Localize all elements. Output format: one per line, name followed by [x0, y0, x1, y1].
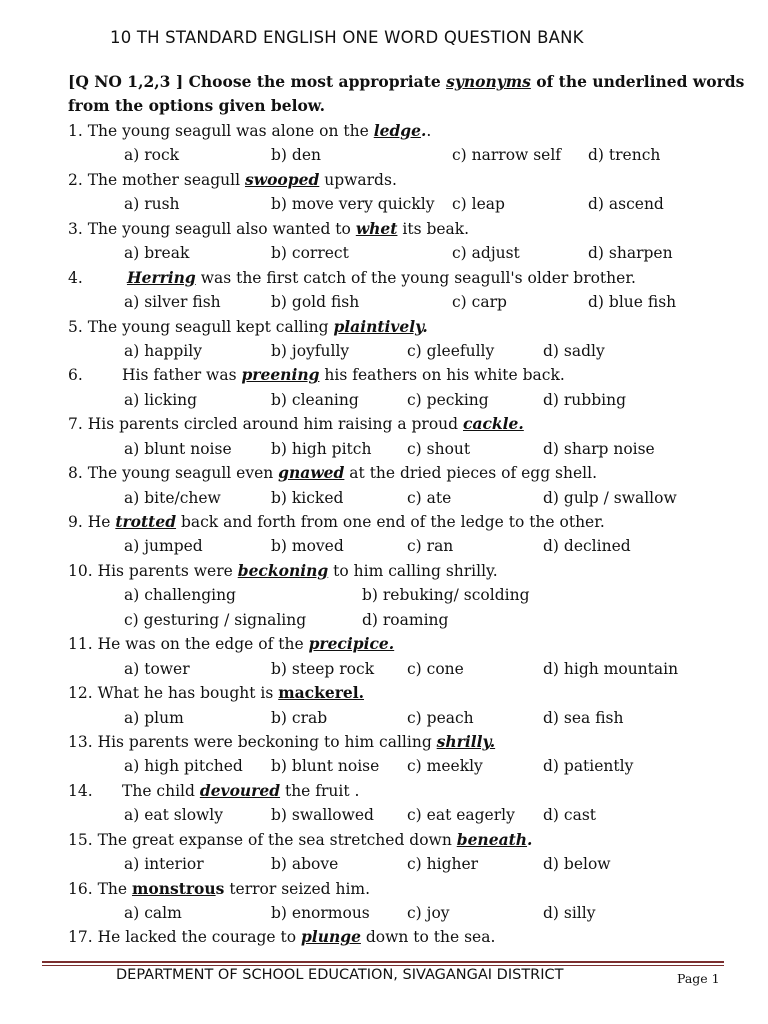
page-title: 10 TH STANDARD ENGLISH ONE WORD QUESTION BANK [110, 28, 584, 47]
answer-option: c) pecking [407, 390, 489, 409]
question-item [68, 828, 748, 852]
question-text: What he has bought is [97, 684, 279, 703]
options-row [68, 241, 748, 265]
options-row [68, 388, 748, 412]
answer-option: b) kicked [271, 488, 344, 507]
page-number: Page 1 [677, 971, 720, 986]
answer-option: d) roaming [362, 610, 449, 629]
answer-option: a) plum [124, 708, 184, 727]
answer-option: b) above [271, 855, 339, 874]
answer-option: c) cone [407, 659, 464, 678]
answer-option: c) peach [407, 708, 474, 727]
options-row [68, 192, 748, 216]
question-text-end: to him calling shrilly. [328, 561, 498, 580]
instruction-text: [Q NO 1,2,3 ] Choose the most appropriate synonyms of the underlined words from the options given below. [68, 72, 745, 115]
question-text: The young seagull kept calling [87, 317, 334, 336]
answer-option: d) cast [543, 806, 597, 825]
question-text: He [87, 513, 116, 531]
options-row [68, 583, 748, 607]
question-text: The child [122, 781, 200, 800]
question-text-end: upwards. [319, 170, 397, 189]
question-item [68, 877, 748, 901]
answer-option: c) joy [407, 904, 450, 922]
keyword-tail: s [215, 878, 225, 898]
question-item [68, 632, 748, 656]
question-number: 3. [68, 219, 88, 238]
answer-option: d) trench [588, 146, 661, 165]
question-item [68, 315, 748, 339]
question-item [68, 168, 748, 192]
answer-option: d) blue fish [588, 293, 677, 312]
question-item [68, 681, 748, 705]
question-text-end: . [426, 122, 432, 140]
question-item [68, 925, 748, 949]
answer-option: c) narrow self [452, 146, 562, 165]
question-text-end: the fruit . [280, 781, 360, 800]
question-text: The great expanse of the sea stretched down [97, 830, 457, 849]
answer-option: d) sea fish [543, 708, 624, 727]
answer-option: b) joyfully [271, 341, 350, 360]
underlined-word: monstrou [132, 878, 216, 898]
question-text-end: its beak. [397, 219, 470, 238]
question-number: 4. [68, 268, 83, 287]
question-text: His parents were beckoning to him calling [97, 732, 437, 751]
options-row [68, 608, 748, 632]
options-row [68, 657, 748, 681]
answer-option: d) patiently [543, 757, 634, 776]
question-item [68, 363, 748, 387]
question-text: The young seagull even [87, 464, 279, 483]
question-text: His parents circled around him raising a proud [87, 415, 463, 434]
options-row [68, 901, 748, 925]
question-text-end: his feathers on his white back. [319, 366, 565, 385]
answer-option: a) calm [124, 904, 182, 922]
answer-option: d) rubbing [543, 390, 626, 409]
question-item [68, 510, 748, 534]
underlined-word: gnawed [278, 463, 345, 483]
question-item [68, 559, 748, 583]
answer-option: a) interior [124, 855, 204, 874]
footer-rule [42, 961, 724, 963]
underlined-word: plunge [300, 927, 361, 947]
underlined-word: beckoning [237, 560, 329, 580]
question-number: 12. [68, 684, 98, 703]
answer-option: b) blunt noise [271, 757, 380, 776]
answer-option: b) crab [271, 708, 328, 727]
answer-option: c) leap [452, 195, 505, 214]
answer-option: b) enormous [271, 904, 370, 922]
answer-option: d) sharp noise [543, 439, 655, 458]
answer-option: c) meekly [407, 757, 483, 776]
answer-option: d) high mountain [543, 659, 679, 678]
question-list [68, 119, 748, 950]
question-number: 1. [68, 122, 88, 140]
question-text-end: terror seized him. [224, 879, 371, 898]
answer-option: a) high pitched [124, 757, 243, 776]
options-row [68, 803, 748, 827]
answer-option: b) high pitch [271, 439, 372, 458]
question-number: 6. [68, 366, 83, 385]
question-bank [68, 70, 748, 950]
options-row [68, 339, 748, 363]
answer-option: a) eat slowly [124, 806, 224, 825]
underlined-word: swooped [245, 169, 320, 189]
underlined-word: shrilly. [436, 731, 496, 751]
underlined-word: plaintively [333, 316, 423, 336]
question-text-end: back and forth from one end of the ledge to the other. [176, 513, 605, 531]
underlined-word: beneath [456, 829, 528, 849]
question-item [68, 461, 748, 485]
underlined-word: whet [355, 218, 398, 238]
question-item [68, 119, 748, 143]
answer-option: d) ascend [588, 195, 664, 214]
answer-option: d) silly [543, 904, 596, 922]
question-number: 7. [68, 415, 88, 434]
answer-option: b) steep rock [271, 659, 375, 678]
answer-option: c) eat eagerly [407, 806, 515, 825]
question-number: 14. [68, 781, 93, 800]
question-item [68, 266, 748, 290]
question-text: The young seagull was alone on the [87, 122, 374, 140]
keyword-tail: . [421, 121, 427, 140]
answer-option: a) challenging [124, 586, 236, 605]
underlined-word: Herring [126, 267, 196, 287]
options-row [68, 852, 748, 876]
answer-option: a) rock [124, 146, 180, 165]
question-text: The young seagull also wanted to [87, 219, 356, 238]
underlined-word: trotted [115, 512, 177, 531]
answer-option: a) tower [124, 659, 190, 678]
question-number: 10. [68, 561, 98, 580]
question-number: 8. [68, 464, 88, 483]
answer-option: b) moved [271, 537, 344, 556]
keyword-tail: . [527, 829, 533, 849]
question-number: 15. [68, 830, 98, 849]
answer-option: d) declined [543, 537, 631, 556]
options-row [68, 437, 748, 461]
question-item [68, 412, 748, 436]
answer-option: c) shout [407, 439, 471, 458]
options-row [68, 754, 748, 778]
answer-option: b) cleaning [271, 390, 359, 409]
options-row [68, 486, 748, 510]
options-row [68, 290, 748, 314]
answer-option: c) carp [452, 293, 507, 312]
question-number: 2. [68, 170, 88, 189]
answer-option: d) sharpen [588, 244, 673, 263]
options-row [68, 706, 748, 730]
underlined-word: precipice. [308, 634, 395, 654]
footer-department: DEPARTMENT OF SCHOOL EDUCATION, SIVAGANGAI DISTRICT [116, 967, 564, 983]
underlined-word: preening [241, 365, 320, 385]
answer-option: a) licking [124, 390, 198, 409]
answer-option: c) adjust [452, 244, 520, 263]
answer-option: b) den [271, 146, 321, 165]
answer-option: c) gleefully [407, 341, 495, 360]
answer-option: d) gulp / swallow [543, 488, 677, 507]
question-item [68, 217, 748, 241]
question-text-end: down to the sea. [360, 928, 496, 947]
question-text: His father was [122, 366, 242, 385]
answer-option: b) swallowed [271, 806, 374, 825]
answer-option: c) ran [407, 537, 454, 556]
question-number: 13. [68, 732, 98, 751]
answer-option: c) ate [407, 488, 452, 507]
question-text: He was on the edge of the [97, 635, 309, 654]
question-text: His parents were [97, 561, 238, 580]
underlined-word: devoured [199, 780, 281, 800]
answer-option: b) move very quickly [271, 195, 435, 214]
footer-rule-thin [42, 965, 724, 966]
question-item [68, 779, 748, 803]
question-text: The mother seagull [87, 170, 246, 189]
question-text-end: at the dried pieces of egg shell. [344, 464, 597, 483]
question-number: 9. [68, 513, 88, 531]
instruction-keyword: synonyms [446, 72, 531, 91]
answer-option: b) correct [271, 244, 349, 263]
question-number: 5. [68, 317, 88, 336]
options-row [68, 534, 748, 558]
underlined-word: ledge [373, 121, 422, 140]
answer-option: d) below [543, 855, 611, 874]
answer-option: b) rebuking/ scolding [362, 586, 530, 605]
question-item [68, 730, 748, 754]
answer-option: c) gesturing / signaling [124, 610, 307, 629]
underlined-word: mackerel. [278, 683, 365, 703]
answer-option: c) higher [407, 855, 479, 874]
answer-option: a) jumped [124, 537, 203, 556]
answer-option: a) bite/chew [124, 488, 221, 507]
question-number: 11. [68, 635, 98, 654]
question-text-end: was the first catch of the young seagull's older brother. [195, 268, 636, 287]
answer-option: b) gold fish [271, 293, 360, 312]
answer-option: a) blunt noise [124, 439, 232, 458]
underlined-word: cackle. [463, 414, 524, 434]
question-text: He lacked the courage to [97, 928, 301, 947]
question-number: 16. [68, 879, 98, 898]
answer-option: a) rush [124, 195, 180, 214]
question-number: 17. [68, 928, 98, 947]
answer-option: a) silver fish [124, 293, 221, 312]
answer-option: d) sadly [543, 341, 605, 360]
options-row [68, 143, 748, 167]
keyword-tail: . [422, 316, 428, 336]
answer-option: a) break [124, 244, 190, 263]
answer-option: a) happily [124, 341, 202, 360]
question-text: The [97, 879, 132, 898]
